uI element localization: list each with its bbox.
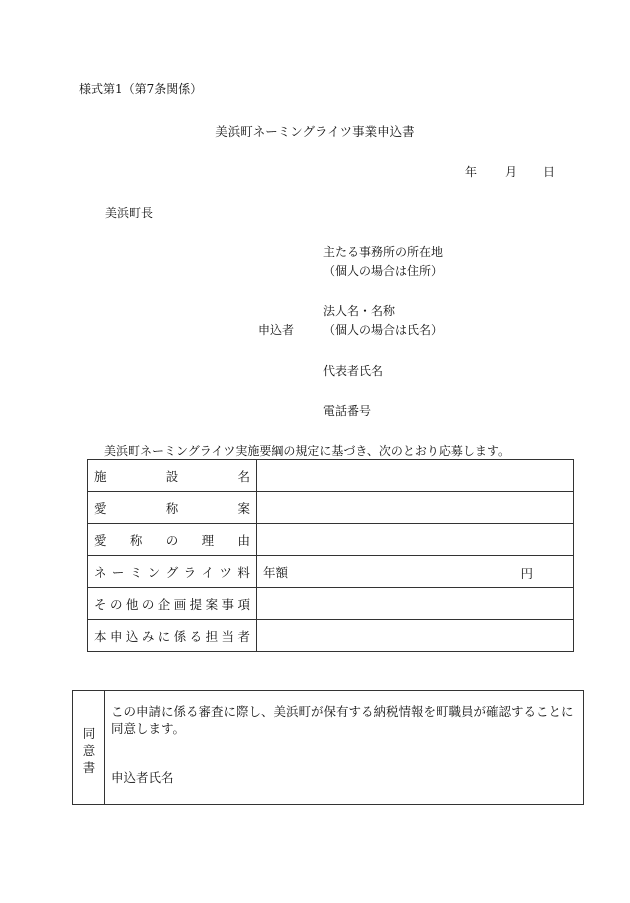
row-label-char: 他 bbox=[125, 596, 139, 612]
table-row bbox=[88, 556, 574, 588]
row-label-char: 称 bbox=[165, 500, 179, 516]
row-label bbox=[88, 492, 257, 524]
row-label-char: 当 bbox=[221, 628, 235, 644]
consent-heading-char: 同 bbox=[82, 726, 96, 741]
row-label bbox=[88, 524, 257, 556]
row-label-char: 項 bbox=[237, 596, 250, 612]
row-label-char: 由 bbox=[237, 532, 250, 548]
date-month-label: 月 bbox=[505, 165, 518, 179]
row-label-char: ラ bbox=[183, 564, 197, 580]
application-table bbox=[87, 459, 574, 652]
row-label-char: 案 bbox=[237, 500, 250, 516]
row-label-char: 名 bbox=[237, 468, 250, 484]
row-label bbox=[88, 460, 257, 492]
row-label-char: の bbox=[165, 532, 179, 548]
row-label-char: 係 bbox=[173, 628, 187, 644]
row-value-field[interactable] bbox=[257, 588, 574, 620]
table-row bbox=[88, 620, 574, 652]
table-row bbox=[88, 588, 574, 620]
row-value-field[interactable] bbox=[257, 556, 574, 588]
consent-signer-label: 申込者氏名 bbox=[111, 770, 174, 785]
addressee: 美浜町長 bbox=[105, 206, 154, 220]
office-address-note: （個人の場合は住所） bbox=[323, 264, 444, 278]
row-label-char: 施 bbox=[94, 468, 107, 484]
table-row bbox=[88, 460, 574, 492]
document-title: 美浜町ネーミングライツ事業申込書 bbox=[215, 124, 415, 139]
row-label-char: の bbox=[141, 596, 155, 612]
consent-heading-char: 書 bbox=[82, 760, 96, 775]
row-unit: 円 bbox=[520, 566, 533, 581]
intro-text: 美浜町ネーミングライツ実施要綱の規定に基づき、次のとおり応募します。 bbox=[104, 444, 510, 458]
row-label-char: 画 bbox=[173, 596, 187, 612]
consent-heading-char: 意 bbox=[82, 743, 96, 758]
row-label-char: 本 bbox=[94, 628, 107, 644]
row-label-char: 設 bbox=[165, 468, 179, 484]
office-address-label: 主たる事務所の所在地 bbox=[323, 245, 444, 259]
row-label bbox=[88, 620, 257, 652]
row-label-char: ツ bbox=[219, 564, 232, 580]
row-label-char: 事 bbox=[221, 596, 235, 612]
row-label-char: る bbox=[189, 628, 203, 644]
phone-label: 電話番号 bbox=[323, 404, 372, 418]
row-label-char: 愛 bbox=[94, 500, 107, 516]
row-label-char: ン bbox=[147, 564, 161, 580]
form-number: 様式第1（第7条関係） bbox=[79, 82, 203, 96]
row-value: 年額 bbox=[263, 564, 289, 580]
consent-text: この申請に係る審査に際し、美浜町が保有する納税情報を町職員が確認することに同意します。 bbox=[111, 704, 574, 736]
row-value-field[interactable] bbox=[257, 460, 574, 492]
applicant-label: 申込者 bbox=[258, 323, 295, 337]
row-label-char: 称 bbox=[129, 532, 143, 548]
date-day-label: 日 bbox=[543, 165, 556, 179]
row-label-char: 提 bbox=[189, 596, 203, 612]
row-label-char: グ bbox=[165, 564, 179, 580]
corporate-name-note: （個人の場合は氏名） bbox=[323, 323, 444, 337]
row-label-char: み bbox=[141, 628, 155, 644]
row-label-char: ー bbox=[111, 564, 125, 580]
representative-label: 代表者氏名 bbox=[323, 364, 384, 378]
row-label-char: 料 bbox=[237, 564, 250, 580]
row-label bbox=[88, 588, 257, 620]
row-label-char: の bbox=[109, 596, 123, 612]
consent-box bbox=[72, 690, 584, 805]
row-label-char: イ bbox=[201, 564, 215, 580]
row-label-char: に bbox=[157, 628, 171, 644]
row-label-char: 込 bbox=[125, 628, 139, 644]
row-label-char: そ bbox=[94, 596, 107, 612]
row-label bbox=[88, 556, 257, 588]
row-value-field[interactable] bbox=[257, 620, 574, 652]
consent-heading bbox=[73, 691, 105, 804]
row-label-char: 申 bbox=[109, 628, 123, 644]
row-label-char: 愛 bbox=[94, 532, 107, 548]
row-label-char: ネ bbox=[94, 564, 107, 580]
row-label-char: 企 bbox=[157, 596, 171, 612]
row-label-char: 案 bbox=[205, 596, 219, 612]
row-label-char: 理 bbox=[201, 532, 215, 548]
row-label-char: 担 bbox=[205, 628, 219, 644]
row-value-field[interactable] bbox=[257, 524, 574, 556]
row-label-char: ミ bbox=[129, 564, 143, 580]
corporate-name-label: 法人名・名称 bbox=[323, 304, 396, 318]
row-value-field[interactable] bbox=[257, 492, 574, 524]
table-row bbox=[88, 524, 574, 556]
table-row bbox=[88, 492, 574, 524]
date-year-label: 年 bbox=[465, 165, 478, 179]
row-label-char: 者 bbox=[237, 628, 250, 644]
